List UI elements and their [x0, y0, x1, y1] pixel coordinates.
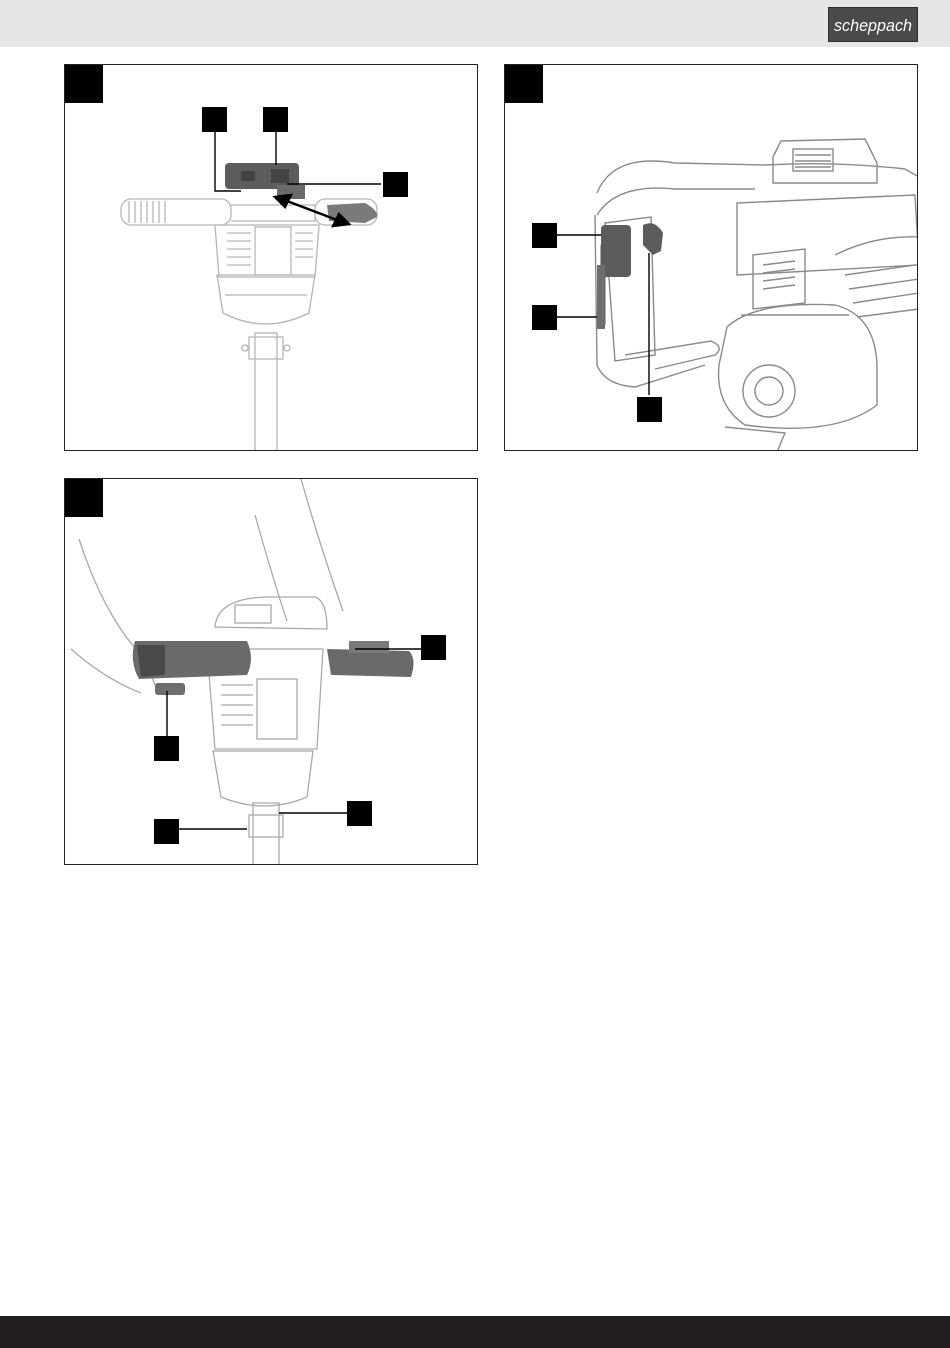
- figure-switch-detail: [504, 64, 918, 451]
- figure-two-hand-operation: [64, 478, 478, 865]
- figure-number-tag: [505, 65, 543, 103]
- brand-name: scheppach: [834, 16, 912, 35]
- callout-marker: [637, 397, 662, 422]
- header-bar: [0, 0, 950, 47]
- callout-marker: [532, 305, 557, 330]
- figure-handle-adjustment: [64, 64, 478, 451]
- figure-number-tag: [65, 65, 103, 103]
- tool-illustration-closeup: [505, 65, 918, 451]
- callout-marker: [383, 172, 408, 197]
- callout-marker: [532, 223, 557, 248]
- brand-logo[interactable]: [828, 7, 918, 42]
- callout-marker: [347, 801, 372, 826]
- callout-marker: [154, 819, 179, 844]
- callout-marker: [154, 736, 179, 761]
- callout-marker: [202, 107, 227, 132]
- callout-marker: [421, 635, 446, 660]
- figure-number-tag: [65, 479, 103, 517]
- callout-marker: [263, 107, 288, 132]
- footer-bar: [0, 1316, 950, 1348]
- tool-illustration-hands: [65, 479, 478, 865]
